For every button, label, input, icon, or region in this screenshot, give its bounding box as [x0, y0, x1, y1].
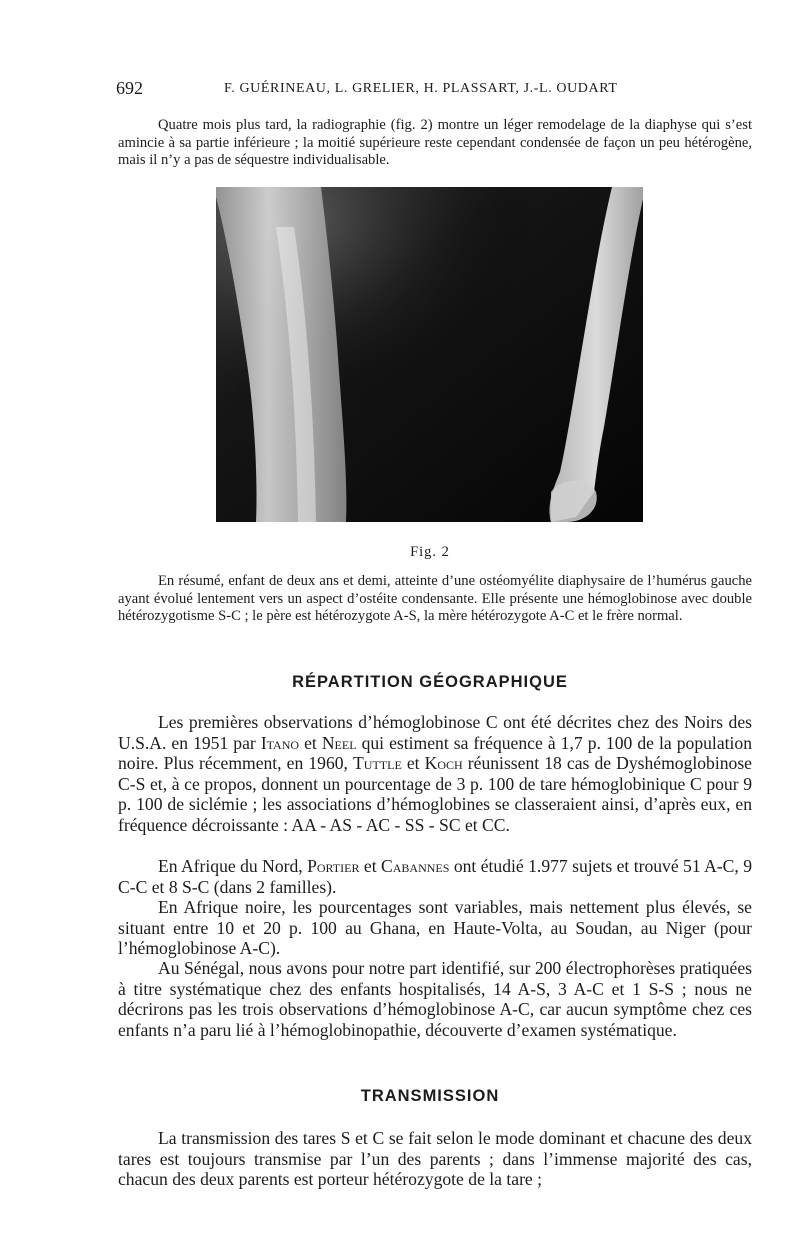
text-run: et: [401, 753, 425, 774]
text-run: et: [299, 732, 322, 753]
intro-paragraph: Quatre mois plus tard, la radiographie (fig. 2) montre un léger remodelage de la diaphyse qui s’est amincie à sa partie inférieure ; la moitié supérieure reste cependant condensée de façon un peu hétérogène, mais il n’y a pas de séquestre individualisable.: [118, 117, 752, 168]
author-name: Tuttle: [353, 753, 402, 774]
body-paragraph: En Afrique noire, les pourcentages sont variables, mais nettement plus élevés, se situant entre 10 et 20 p. 100 au Ghana, en Haute-Volta, au Soudan, au Niger (pour l’hémoglobinose A-C).: [118, 897, 752, 959]
text-run: et: [359, 856, 381, 876]
section-heading-transmission: TRANSMISSION: [360, 1087, 500, 1105]
author-name: Itano: [260, 732, 300, 753]
xray-figure: [216, 187, 643, 522]
xray-image: [216, 187, 643, 522]
summary-paragraph: En résumé, enfant de deux ans et demi, atteinte d’une ostéomyélite diaphysaire de l’humérus gauche ayant évolué lentement vers un aspect d’ostéite condensante. Elle présente une hémoglobinose avec double hétérozygotisme S-C ; le père est hétérozygote A-S, la mère hétérozygote A-C et le frère normal.: [118, 573, 752, 624]
author-line: F. GUÉRINEAU, L. GRELIER, H. PLASSART, J.-L. OUDART: [224, 81, 618, 96]
author-name: Koch: [424, 753, 463, 774]
body-paragraph: La transmission des tares S et C se fait selon le mode dominant et chacune des deux tares est toujours transmise par l’un des parents ; dans l’immense majorité des cas, chacun des deux parents est porteur hétérozygote de la tare ;: [118, 1128, 752, 1190]
text-run: ont étudié 1.977 sujets et trouvé 51 A-C, 9 C-C et 8 S-C (dans 2 familles).: [118, 856, 752, 897]
author-name: Portier: [307, 856, 360, 876]
figure-caption: Fig. 2: [410, 544, 450, 560]
author-name: Cabannes: [381, 856, 450, 876]
body-paragraph: Au Sénégal, nous avons pour notre part identifié, sur 200 électrophorèses pratiquées à titre systématique chez des enfants hospitalisés, 14 A-S, 3 A-C et 1 S-S ; nous ne décrirons pas les trois observations d’hémoglobinose A-C, car aucun symptôme chez ces enfants n’a paru lié à l’hémoglobinopathie, découverte d’examen systématique.: [118, 958, 752, 1040]
text-run: En Afrique du Nord,: [158, 856, 308, 876]
page-number: 692: [116, 78, 143, 98]
author-name: Neel: [321, 732, 357, 753]
section-heading-repartition: RÉPARTITION GÉOGRAPHIQUE: [292, 673, 568, 691]
running-header: [116, 78, 756, 102]
text-run: Les premières observations d’hémoglobinose C ont été décrites chez des Noirs des U.S.A. en 1951 par: [118, 712, 752, 753]
text-run: qui estiment sa fréquence à 1,7 p. 100 de la population noire. Plus récemment, en 1960,: [118, 732, 752, 774]
text-run: réunissent 18 cas de Dyshémoglobinose C-S et, à ce propos, donnent un pourcentage de 3 p. 100 de tare hémoglobinique C pour 9 p. 100 de siclémie ; les associations d’hémoglobines se classeraient ainsi, d’après eux, en fréquence décroissante : AA - AS - AC - SS - SC et CC.: [118, 753, 752, 835]
body-paragraph: [118, 712, 752, 836]
body-paragraph: [118, 856, 752, 897]
